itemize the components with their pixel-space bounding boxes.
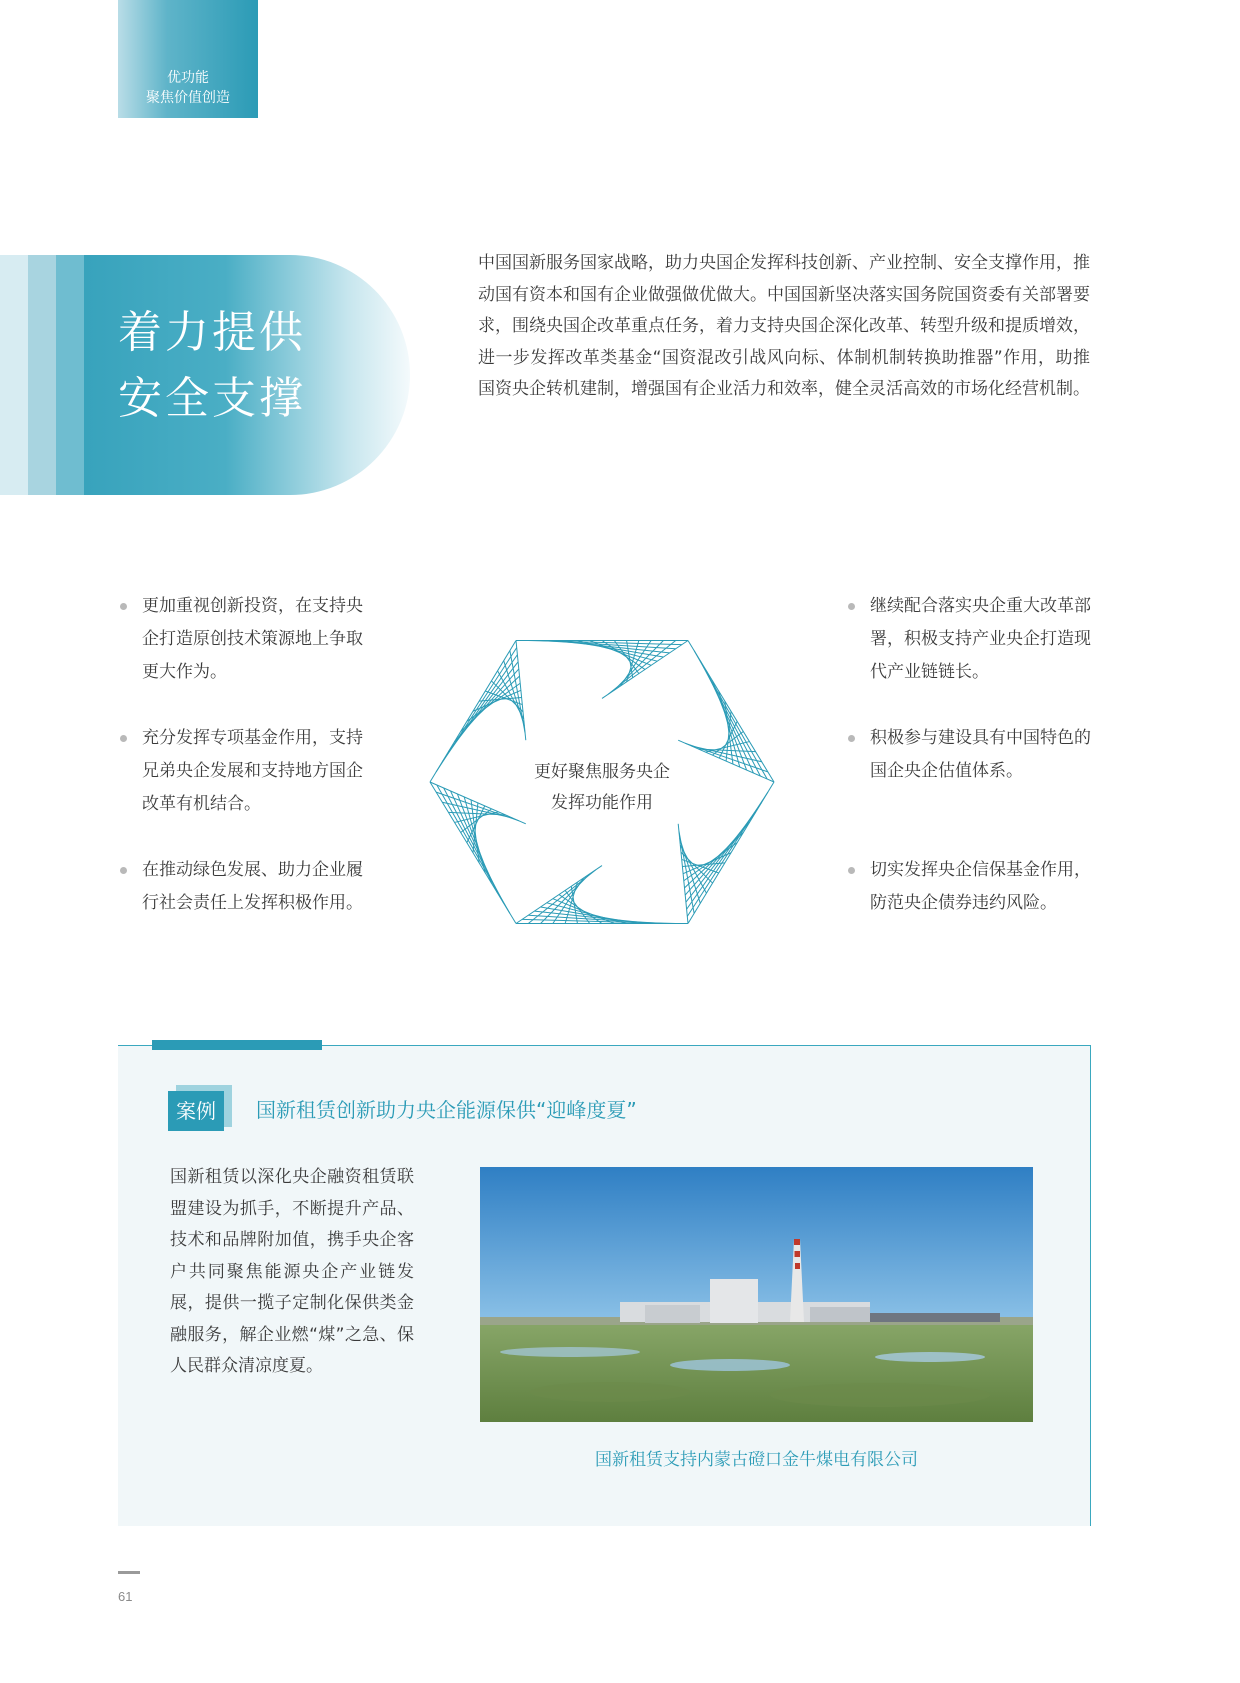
center-label-line2: 发挥功能作用 [551, 793, 653, 813]
case-accent-bar [152, 1040, 322, 1050]
banner-stripe [0, 255, 28, 495]
hexagon-line [608, 640, 676, 694]
banner-stripe [56, 255, 84, 495]
section-tab [118, 0, 258, 118]
hexagon-line [528, 870, 596, 924]
case-title: 国新租赁创新助力央企能源保供“迎峰度夏” [256, 1098, 637, 1122]
list-item [848, 590, 1098, 689]
case-tag: 案例 [168, 1091, 224, 1131]
list-item [848, 854, 1098, 920]
power-plant-photo [480, 1167, 1033, 1422]
list-item-text: 充分发挥专项基金作用，支持兄弟央企发展和支持地方国企改革有机结合。 [142, 728, 363, 814]
page-number-rule [118, 1571, 140, 1574]
page-number: 61 [118, 1589, 133, 1604]
list-item-text: 更加重视创新投资，在支持央企打造原创技术策源地上争取更大作为。 [142, 596, 363, 682]
list-item [848, 722, 1098, 788]
power-plant-image [480, 1167, 1033, 1422]
bullet-icon [120, 735, 127, 742]
list-item-text: 在推动绿色发展、助力企业履行社会责任上发挥积极作用。 [142, 860, 363, 913]
hexagon-center-label [508, 757, 696, 819]
center-label-line1: 更好聚焦服务央企 [534, 762, 670, 782]
hexagon-line [692, 746, 762, 762]
section-tab-line2: 聚焦价值创造 [146, 90, 230, 106]
list-item-text: 积极参与建设具有中国特色的国企央企估值体系。 [870, 728, 1091, 781]
list-item-text: 切实发挥央企信保基金作用，防范央企债券违约风险。 [870, 860, 1091, 913]
bullet-icon [848, 603, 855, 610]
list-item [120, 722, 370, 821]
bullet-icon [848, 735, 855, 742]
page-title-line1: 着力提供 [118, 307, 306, 358]
bullet-icon [848, 867, 855, 874]
page-title [118, 300, 306, 432]
list-item [120, 854, 370, 920]
list-item-text: 继续配合落实央企重大改革部署，积极支持产业央企打造现代产业链链长。 [870, 596, 1091, 682]
list-item [120, 590, 370, 689]
page-title-line2: 安全支撑 [118, 373, 306, 424]
intro-paragraph: 中国国新服务国家战略，助力央国企发挥科技创新、产业控制、安全支撑作用，推动国有资本和国有企业做强做优做大。中国国新坚决落实国务院国资委有关部署要求，围绕央国企改革重点任务，着力支持央国企深化改革、转型升级和提质增效，进一步发挥改革类基金“国资混改引战风向标、体制机制转换助推器”作用，助推国资央企转机建制，增强国有企业活力和效率，健全灵活高效的市场化经营机制。 [478, 253, 1090, 399]
banner-stripe [28, 255, 56, 495]
section-tab-line1: 优功能 [167, 70, 209, 86]
bullet-icon [120, 867, 127, 874]
photo-caption: 国新租赁支持内蒙古磴口金牛煤电有限公司 [595, 1450, 918, 1470]
bullet-icon [120, 603, 127, 610]
case-body: 国新租赁以深化央企融资租赁联盟建设为抓手，不断提升产品、技术和品牌附加值，携手央企客户共同聚焦能源央企产业链发展，提供一揽子定制化保供类金融服务，解企业燃“煤”之急、保人民群众清凉度夏。 [170, 1167, 414, 1376]
hexagon-line [442, 802, 512, 818]
